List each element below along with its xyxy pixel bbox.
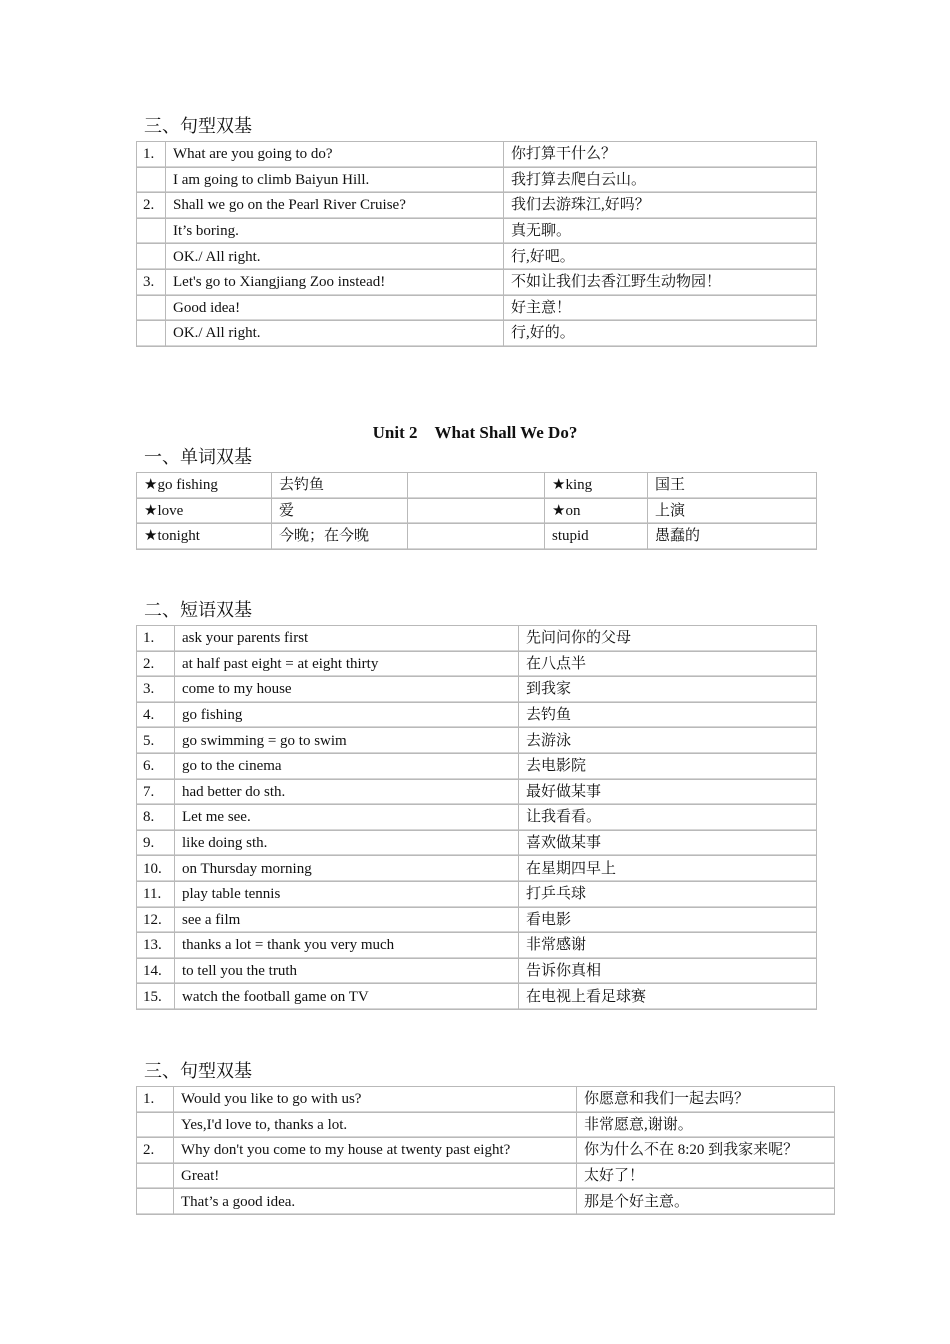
cell-cn: 非常愿意,谢谢。 [577,1112,835,1138]
cell-cn: 去电影院 [519,753,817,779]
cell-num: 1. [137,626,175,652]
cell-num: 1. [137,1087,174,1113]
sentence-row [137,1138,835,1164]
phrase-row [137,779,817,805]
phrase-row [137,626,817,652]
cell-num [137,1189,174,1215]
cell-num: 14. [137,958,175,984]
section-heading-phrases: 二、短语双基 [144,600,252,620]
cell-cn: 去钓鱼 [519,702,817,728]
cell-cn: 打乒乓球 [519,881,817,907]
cell-en: watch the football game on TV [175,984,519,1010]
phrase-row [137,933,817,959]
cell-c1: 去钓鱼 [272,473,408,499]
cell-en: ask your parents first [175,626,519,652]
cell-en: That’s a good idea. [174,1189,577,1215]
unit-title: Unit 2 What Shall We Do? [372,423,578,442]
phrase-row [137,728,817,754]
cell-en: like doing sth. [175,830,519,856]
cell-en: What are you going to do? [166,142,504,168]
cell-w2: ★on [545,498,648,524]
sentence-row [137,1112,835,1138]
cell-cn: 先问问你的父母 [519,626,817,652]
cell-en: Let's go to Xiangjiang Zoo instead! [166,269,504,295]
cell-cn: 看电影 [519,907,817,933]
cell-en: Good idea! [166,295,504,321]
cell-w2: ★king [545,473,648,499]
sentence-row [137,244,817,270]
cell-en: to tell you the truth [175,958,519,984]
cell-w2: stupid [545,524,648,550]
cell-num: 4. [137,702,175,728]
phrase-row [137,856,817,882]
sentence-table-bottom [136,1086,835,1215]
sentence-row [137,1189,835,1215]
cell-en: play table tennis [175,881,519,907]
sentence-row [137,218,817,244]
section-heading-vocabulary: 一、单词双基 [144,447,252,467]
cell-en: Yes,I'd love to, thanks a lot. [174,1112,577,1138]
cell-cn: 告诉你真相 [519,958,817,984]
sentence-row [137,295,817,321]
cell-num [137,1112,174,1138]
cell-cn: 让我看看。 [519,805,817,831]
cell-num: 6. [137,753,175,779]
cell-w1: ★love [137,498,272,524]
cell-en: at half past eight = at eight thirty [175,651,519,677]
cell-num [137,244,166,270]
phrase-row [137,881,817,907]
cell-en: on Thursday morning [175,856,519,882]
cell-cn: 在星期四早上 [519,856,817,882]
cell-cn: 在电视上看足球赛 [519,984,817,1010]
cell-en: It’s boring. [166,218,504,244]
section-heading-sentences-top: 三、句型双基 [144,116,252,136]
cell-num [137,1163,174,1189]
cell-c2: 上演 [648,498,817,524]
cell-gap [408,498,545,524]
vocab-row [137,473,817,499]
cell-en: Why don't you come to my house at twenty past eight? [174,1138,577,1164]
cell-en: go swimming = go to swim [175,728,519,754]
cell-cn: 非常感谢 [519,933,817,959]
cell-num: 5. [137,728,175,754]
cell-cn: 你打算干什么？ [504,142,817,168]
sentence-row [137,321,817,347]
cell-c1: 爱 [272,498,408,524]
cell-en: see a film [175,907,519,933]
cell-num [137,218,166,244]
cell-en: had better do sth. [175,779,519,805]
cell-en: Great! [174,1163,577,1189]
cell-en: OK./ All right. [166,244,504,270]
cell-cn: 那是个好主意。 [577,1189,835,1215]
cell-cn: 行,好的。 [504,321,817,347]
cell-en: thanks a lot = thank you very much [175,933,519,959]
cell-num: 11. [137,881,175,907]
cell-cn: 我们去游珠江,好吗？ [504,193,817,219]
cell-cn: 去游泳 [519,728,817,754]
cell-cn: 不如让我们去香江野生动物园！ [504,269,817,295]
cell-num: 3. [137,269,166,295]
sentence-row [137,269,817,295]
cell-cn: 真无聊。 [504,218,817,244]
sentence-row [137,1087,835,1113]
cell-num: 15. [137,984,175,1010]
cell-cn: 喜欢做某事 [519,830,817,856]
cell-cn: 最好做某事 [519,779,817,805]
cell-num: 3. [137,677,175,703]
cell-en: Would you like to go with us? [174,1087,577,1113]
phrase-row [137,753,817,779]
cell-num: 2. [137,1138,174,1164]
cell-num: 9. [137,830,175,856]
cell-cn: 你为什么不在 8:20 到我家来呢？ [577,1138,835,1164]
cell-gap [408,524,545,550]
cell-gap [408,473,545,499]
phrase-row [137,702,817,728]
phrase-row [137,984,817,1010]
cell-cn: 到我家 [519,677,817,703]
cell-cn: 太好了！ [577,1163,835,1189]
phrase-table [136,625,817,1010]
cell-c1: 今晚；在今晚 [272,524,408,550]
cell-num: 12. [137,907,175,933]
cell-num: 2. [137,651,175,677]
cell-en: OK./ All right. [166,321,504,347]
cell-en: Shall we go on the Pearl River Cruise? [166,193,504,219]
vocab-row [137,524,817,550]
cell-c2: 国王 [648,473,817,499]
sentence-row [137,1163,835,1189]
sentence-row [137,167,817,193]
cell-num [137,295,166,321]
vocab-row [137,498,817,524]
cell-num: 2. [137,193,166,219]
phrase-row [137,677,817,703]
cell-num: 10. [137,856,175,882]
cell-num [137,321,166,347]
cell-cn: 行,好吧。 [504,244,817,270]
section-heading-sentences-bottom: 三、句型双基 [144,1061,252,1081]
vocabulary-table [136,472,817,550]
cell-cn: 好主意！ [504,295,817,321]
cell-num: 13. [137,933,175,959]
cell-en: go fishing [175,702,519,728]
phrase-row [137,958,817,984]
cell-num [137,167,166,193]
cell-c2: 愚蠢的 [648,524,817,550]
cell-cn: 在八点半 [519,651,817,677]
sentence-row [137,142,817,168]
sentence-table-top [136,141,817,347]
cell-num: 1. [137,142,166,168]
cell-w1: ★go fishing [137,473,272,499]
cell-w1: ★tonight [137,524,272,550]
cell-en: I am going to climb Baiyun Hill. [166,167,504,193]
cell-en: Let me see. [175,805,519,831]
cell-num: 8. [137,805,175,831]
cell-cn: 你愿意和我们一起去吗？ [577,1087,835,1113]
cell-en: go to the cinema [175,753,519,779]
phrase-row [137,805,817,831]
sentence-row [137,193,817,219]
cell-num: 7. [137,779,175,805]
phrase-row [137,907,817,933]
cell-en: come to my house [175,677,519,703]
cell-cn: 我打算去爬白云山。 [504,167,817,193]
phrase-row [137,830,817,856]
phrase-row [137,651,817,677]
